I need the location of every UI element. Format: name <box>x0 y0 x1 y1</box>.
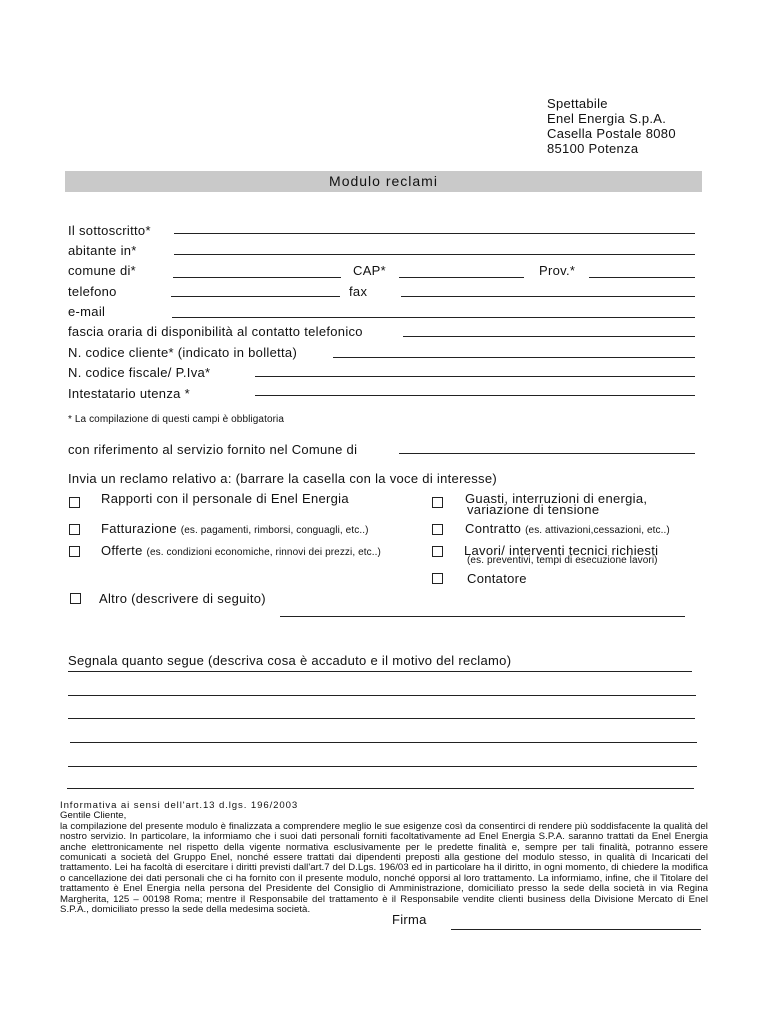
recipient-line-3: Casella Postale 8080 <box>547 126 676 141</box>
option-contratto-label: Contratto <box>465 521 522 536</box>
description-line-4[interactable] <box>70 742 697 743</box>
checkbox-altro[interactable] <box>70 593 81 604</box>
signature-line[interactable] <box>451 929 701 930</box>
checkbox-rapporti-personale[interactable] <box>69 497 80 508</box>
option-offerte <box>101 543 381 558</box>
recipient-address <box>547 96 676 156</box>
label-comune: comune di* <box>68 263 137 278</box>
label-abitante: abitante in* <box>68 243 137 258</box>
description-line-1[interactable] <box>68 671 692 672</box>
option-lavori: Lavori/ interventi tecnici richiesti <box>464 543 659 558</box>
input-line-altro[interactable] <box>280 616 685 617</box>
form-title: Modulo reclami <box>329 173 438 189</box>
label-prov: Prov.* <box>539 263 576 278</box>
input-line-comune[interactable] <box>173 277 341 278</box>
label-segnala: Segnala quanto segue (descriva cosa è accaduto e il motivo del reclamo) <box>68 653 512 668</box>
privacy-body: la compilazione del presente modulo è finalizzata a comprendere meglio le sue esigenze così da consentirci di rendere più soddisfacente la qualità del nostro servizio. In particolare, la informiamo che i suoi dati personali forniti facoltativamente ad Enel Energia S.P.A. saranno trattati da Enel Energia anche elettronicamente nel rispetto della vigente normativa esclusivamente per le predette finalità e, sempre per tali finalità, potranno essere comunicati a società del Gruppo Enel, nonché essere trattati dai dipendenti preposti alla gestione del modulo stesso, in qualità di Incaricati del trattamento. Lei ha facoltà di esercitare i diritti previsti dall'art.7 del D.Lgs. 196/03 ed in particolare ha il diritto, in ogni momento, di chiedere la modifica o cancellazione dei dati personali che ci ha fornito con il presente modulo, nonché opporsi al loro trattamento. La informiamo, infine, che il Titolare del trattamento è Enel Energia nella persona del Presidente del Consiglio di Amministrazione, domiciliato presso la sede della società in via Regina Margherita, 125 – 00198 Roma; mentre il Responsabile del trattamento è il Responsabile vendite clienti business della Divisione Mercato di Enel S.P.A., domiciliato presso la sede della medesima società. <box>60 820 708 916</box>
checkbox-fatturazione[interactable] <box>69 524 80 535</box>
privacy-notice <box>60 801 708 915</box>
checkbox-lavori[interactable] <box>432 546 443 557</box>
input-line-fascia-oraria[interactable] <box>403 336 695 337</box>
checkbox-contratto[interactable] <box>432 524 443 535</box>
description-line-2[interactable] <box>68 695 696 696</box>
label-codice-cliente: N. codice cliente* (indicato in bolletta) <box>68 345 298 360</box>
label-email: e-mail <box>68 304 106 319</box>
input-line-intestatario[interactable] <box>255 395 695 396</box>
option-fatturazione-label: Fatturazione <box>101 521 177 536</box>
reclamo-intro: Invia un reclamo relativo a: (barrare la casella con la voce di interesse) <box>68 471 498 486</box>
input-line-sottoscritto[interactable] <box>174 233 695 234</box>
option-offerte-note: (es. condizioni economiche, rinnovi dei prezzi, etc..) <box>146 547 381 558</box>
option-contratto-note: (es. attivazioni,cessazioni, etc..) <box>525 525 670 536</box>
label-firma: Firma <box>392 912 427 927</box>
checkbox-offerte[interactable] <box>69 546 80 557</box>
label-intestatario: Intestatario utenza * <box>68 386 190 401</box>
mandatory-note: * La compilazione di questi campi è obbligatoria <box>68 414 285 425</box>
input-line-codice-fiscale[interactable] <box>255 376 695 377</box>
option-contratto <box>465 521 670 536</box>
recipient-line-1: Spettabile <box>547 96 608 111</box>
recipient-line-4: 85100 Potenza <box>547 141 639 156</box>
label-sottoscritto: Il sottoscritto* <box>68 223 151 238</box>
label-telefono: telefono <box>68 284 117 299</box>
input-line-riferimento-comune[interactable] <box>399 453 695 454</box>
description-line-6[interactable] <box>67 788 694 789</box>
option-fatturazione <box>101 521 369 536</box>
option-altro: Altro (descrivere di seguito) <box>99 591 266 606</box>
label-riferimento-comune: con riferimento al servizio fornito nel Comune di <box>68 442 358 457</box>
option-guasti: Guasti, interruzioni di energia, <box>465 491 648 506</box>
label-codice-fiscale: N. codice fiscale/ P.Iva* <box>68 365 211 380</box>
form-title-bar <box>65 171 702 192</box>
option-guasti-line-2: variazione di tensione <box>467 502 600 517</box>
input-line-prov[interactable] <box>589 277 695 278</box>
privacy-title: Informativa ai sensi dell'art.13 d.lgs. 196/2003 <box>60 800 299 811</box>
option-rapporti-personale: Rapporti con il personale di Enel Energia <box>101 491 349 506</box>
checkbox-guasti[interactable] <box>432 497 443 508</box>
description-line-3[interactable] <box>68 718 695 719</box>
recipient-line-2: Enel Energia S.p.A. <box>547 111 667 126</box>
label-fascia-oraria: fascia oraria di disponibilità al contatto telefonico <box>68 324 363 339</box>
option-contatore: Contatore <box>467 571 527 586</box>
input-line-fax[interactable] <box>401 296 695 297</box>
description-line-5[interactable] <box>68 766 697 767</box>
privacy-greeting: Gentile Cliente, <box>60 810 127 822</box>
label-fax: fax <box>349 284 368 299</box>
input-line-codice-cliente[interactable] <box>333 357 695 358</box>
input-line-telefono[interactable] <box>171 296 340 297</box>
input-line-abitante[interactable] <box>174 254 695 255</box>
option-offerte-label: Offerte <box>101 543 143 558</box>
checkbox-contatore[interactable] <box>432 573 443 584</box>
option-fatturazione-note: (es. pagamenti, rimborsi, conguagli, etc..) <box>180 525 369 536</box>
option-lavori-note: (es. preventivi, tempi di esecuzione lavori) <box>467 555 658 566</box>
input-line-email[interactable] <box>172 317 695 318</box>
input-line-cap[interactable] <box>399 277 524 278</box>
label-cap: CAP* <box>353 263 386 278</box>
